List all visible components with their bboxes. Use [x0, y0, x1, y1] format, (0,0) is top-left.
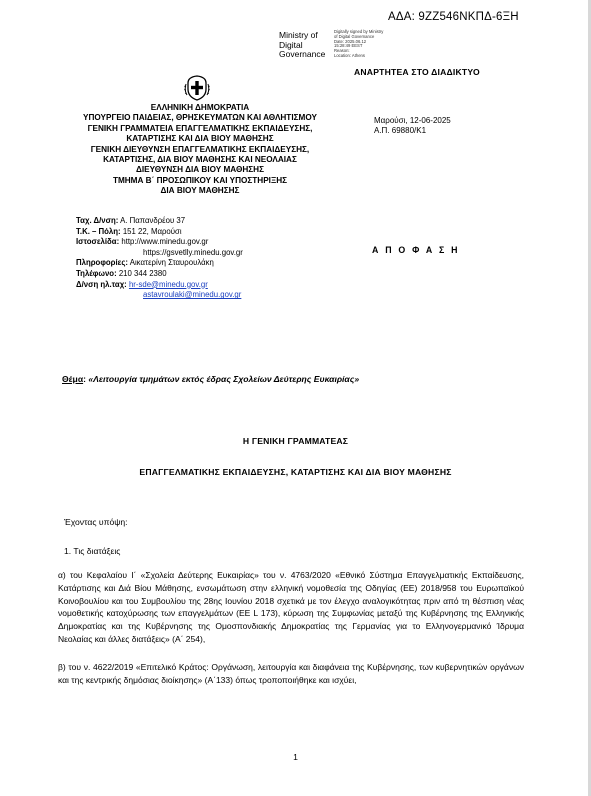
- authority-line: ΚΑΤΑΡΤΙΣΗΣ, ΔΙΑ ΒΙΟΥ ΜΑΘΗΣΗΣ ΚΑΙ ΝΕΟΛΑΙΑΣ: [103, 155, 297, 165]
- signature-line: Location: Athens: [334, 52, 365, 58]
- considering-heading: Έχοντας υπόψη:: [64, 517, 128, 527]
- signature-line: 15:28:49 EEST: [334, 43, 363, 49]
- website-link[interactable]: https://gsvetlly.minedu.gov.gr: [143, 247, 243, 257]
- contact-website: [76, 237, 243, 248]
- email-link[interactable]: hr-sde@minedu.gov.gr: [128, 279, 208, 289]
- postcode-label: Τ.Κ. – Πόλη:: [76, 226, 121, 236]
- contact-info: [76, 258, 243, 269]
- contact-email-2: [76, 290, 243, 301]
- ada-code: ΑΔΑ: 9ΖΖ546ΝΚΠΔ-6ΞΗ: [388, 11, 519, 23]
- document-date: Μαρούσι, 12-06-2025: [374, 116, 451, 125]
- gov-logo-line: Ministry of: [279, 30, 318, 40]
- internet-notice: ΑΝΑΡΤΗΤΕΑ ΣΤΟ ΔΙΑΔΙΚΤΥΟ: [354, 67, 480, 77]
- greek-emblem-icon: [184, 74, 210, 102]
- protocol-number: Α.Π. 69880/Κ1: [374, 126, 427, 135]
- authority-line: ΔΙΑ ΒΙΟΥ ΜΑΘΗΣΗΣ: [160, 186, 240, 196]
- website-label: Ιστοσελίδα:: [76, 237, 120, 247]
- paragraph-a: α) του Κεφαλαίου Ι΄ «Σχολεία Δεύτερης Ευκαιρίας» του ν. 4763/2020 «Εθνικό Σύστημα Επαγγελματικής Εκπαίδευσης, Κατάρτισης και Διά Βίου Μάθησης, ενσωμάτωση στην ελληνική νομοθεσία της Οδηγίας (ΕΕ) 2018/958 του Ευρωπαϊκού Κοινοβουλίου και του Συμβουλίου της 28ης Ιουνίου 2018 σχετικά με τον έλεγχο αναλογικότητας πριν από τη θέσπιση νέας νομοθετικής κατοχύρωσης των επαγγελμάτων (ΕΕ L 173), κύρωση της Συμφωνίας μεταξύ της Κυβέρνησης της Ελληνικής Δημοκρατίας και της Κυβέρνησης της Ομοσπονδιακής Δημοκρατίας της Γερμανίας για το Ελληνογερμανικό Ίδρυμα Νεολαίας και άλλες διατάξεις» (Α΄ 254),: [58, 570, 524, 644]
- digital-signature: [334, 30, 424, 59]
- contact-postcode: [76, 227, 243, 238]
- page-number: 1: [293, 752, 298, 762]
- signature-line: Digitally signed by Ministry: [334, 29, 384, 34]
- authority-line: ΓΕΝΙΚΗ ΔΙΕΥΘΥΝΣΗ ΕΠΑΓΓΕΛΜΑΤΙΚΗΣ ΕΚΠΑΙΔΕΥΣΗΣ,: [90, 144, 310, 154]
- phone-value: 210 344 2380: [118, 268, 167, 278]
- authority-line: ΤΜΗΜΑ Β΄ ΠΡΟΣΩΠΙΚΟΥ ΚΑΙ ΥΠΟΣΤΗΡΙΞΗΣ: [112, 175, 288, 185]
- authority-line: ΓΕΝΙΚΗ ΓΡΑΜΜΑΤΕΙΑ ΕΠΑΓΓΕΛΜΑΤΙΚΗΣ ΕΚΠΑΙΔΕΥΣΗΣ,: [87, 123, 313, 133]
- authority-line: ΕΛΛΗΝΙΚΗ ΔΗΜΟΚΡΑΤΙΑ: [150, 103, 250, 112]
- provisions-item: 1. Τις διατάξεις: [64, 546, 121, 556]
- email-link[interactable]: astavroulaki@minedu.gov.gr: [143, 290, 242, 300]
- email-label: Δ/νση ηλ.ταχ:: [76, 279, 127, 289]
- paragraph-b: β) του ν. 4622/2019 «Επιτελικό Κράτος: Οργάνωση, λειτουργία και διαφάνεια της Κυβέρνησης, των κυβερνητικών οργάνων και της κεντρικής δημόσιας διοίκησης» (Α΄133) όπως τροποποιήθηκε και ισχύει,: [58, 662, 524, 685]
- contact-email: [76, 280, 243, 291]
- authority-line: ΥΠΟΥΡΓΕΙΟ ΠΑΙΔΕΙΑΣ, ΘΡΗΣΚΕΥΜΑΤΩΝ ΚΑΙ ΑΘΛΗΤΙΣΜΟΥ: [83, 113, 317, 123]
- subject-text: «Λειτουργία τμημάτων εκτός έδρας Σχολείων Δεύτερης Ευκαιρίας»: [88, 374, 360, 384]
- decision-heading: Α Π Ο Φ Α Σ Η: [372, 245, 460, 255]
- contact-phone: [76, 269, 243, 280]
- website-link[interactable]: http://www.minedu.gov.gr: [121, 237, 209, 247]
- gov-logo-text: [279, 31, 325, 60]
- contact-website-2: [76, 248, 243, 259]
- date-protocol: [374, 116, 451, 136]
- contact-address: [76, 216, 243, 227]
- info-label: Πληροφορίες:: [76, 258, 128, 268]
- authority-line: ΔΙΕΥΘΥΝΣΗ ΔΙΑ ΒΙΟΥ ΜΑΘΗΣΗΣ: [135, 165, 265, 175]
- contact-block: [76, 216, 243, 301]
- address-label: Ταχ. Δ/νση:: [76, 216, 119, 225]
- signature-line: Reason:: [334, 48, 350, 54]
- subject-line: [62, 374, 359, 384]
- issuing-authority: [60, 103, 340, 197]
- signature-line: Date: 2025.06.12: [334, 38, 367, 44]
- secretary-department: ΕΠΑΓΓΕΛΜΑΤΙΚΗΣ ΕΚΠΑΙΔΕΥΣΗΣ, ΚΑΤΑΡΤΙΣΗΣ ΚΑΙ ΔΙΑ ΒΙΟΥ ΜΑΘΗΣΗΣ: [139, 467, 452, 477]
- subject-separator: :: [83, 374, 86, 384]
- subject-label: Θέμα: [62, 374, 84, 384]
- address-value: Α. Παπανδρέου 37: [120, 216, 186, 225]
- secretary-title: Η ΓΕΝΙΚΗ ΓΡΑΜΜΑΤΕΑΣ: [242, 436, 349, 446]
- gov-logo-line: Digital: [279, 39, 303, 50]
- info-value: Αικατερίνη Σταυρουλάκη: [129, 258, 214, 268]
- authority-line: ΚΑΤΑΡΤΙΣΗΣ ΚΑΙ ΔΙΑ ΒΙΟΥ ΜΑΘΗΣΗΣ: [126, 134, 274, 144]
- phone-label: Τηλέφωνο:: [76, 268, 117, 278]
- gov-logo-line: Governance: [279, 49, 326, 60]
- signature-line: of Digital Governance: [334, 33, 375, 39]
- postcode-value: 151 22, Μαρούσι: [122, 226, 182, 236]
